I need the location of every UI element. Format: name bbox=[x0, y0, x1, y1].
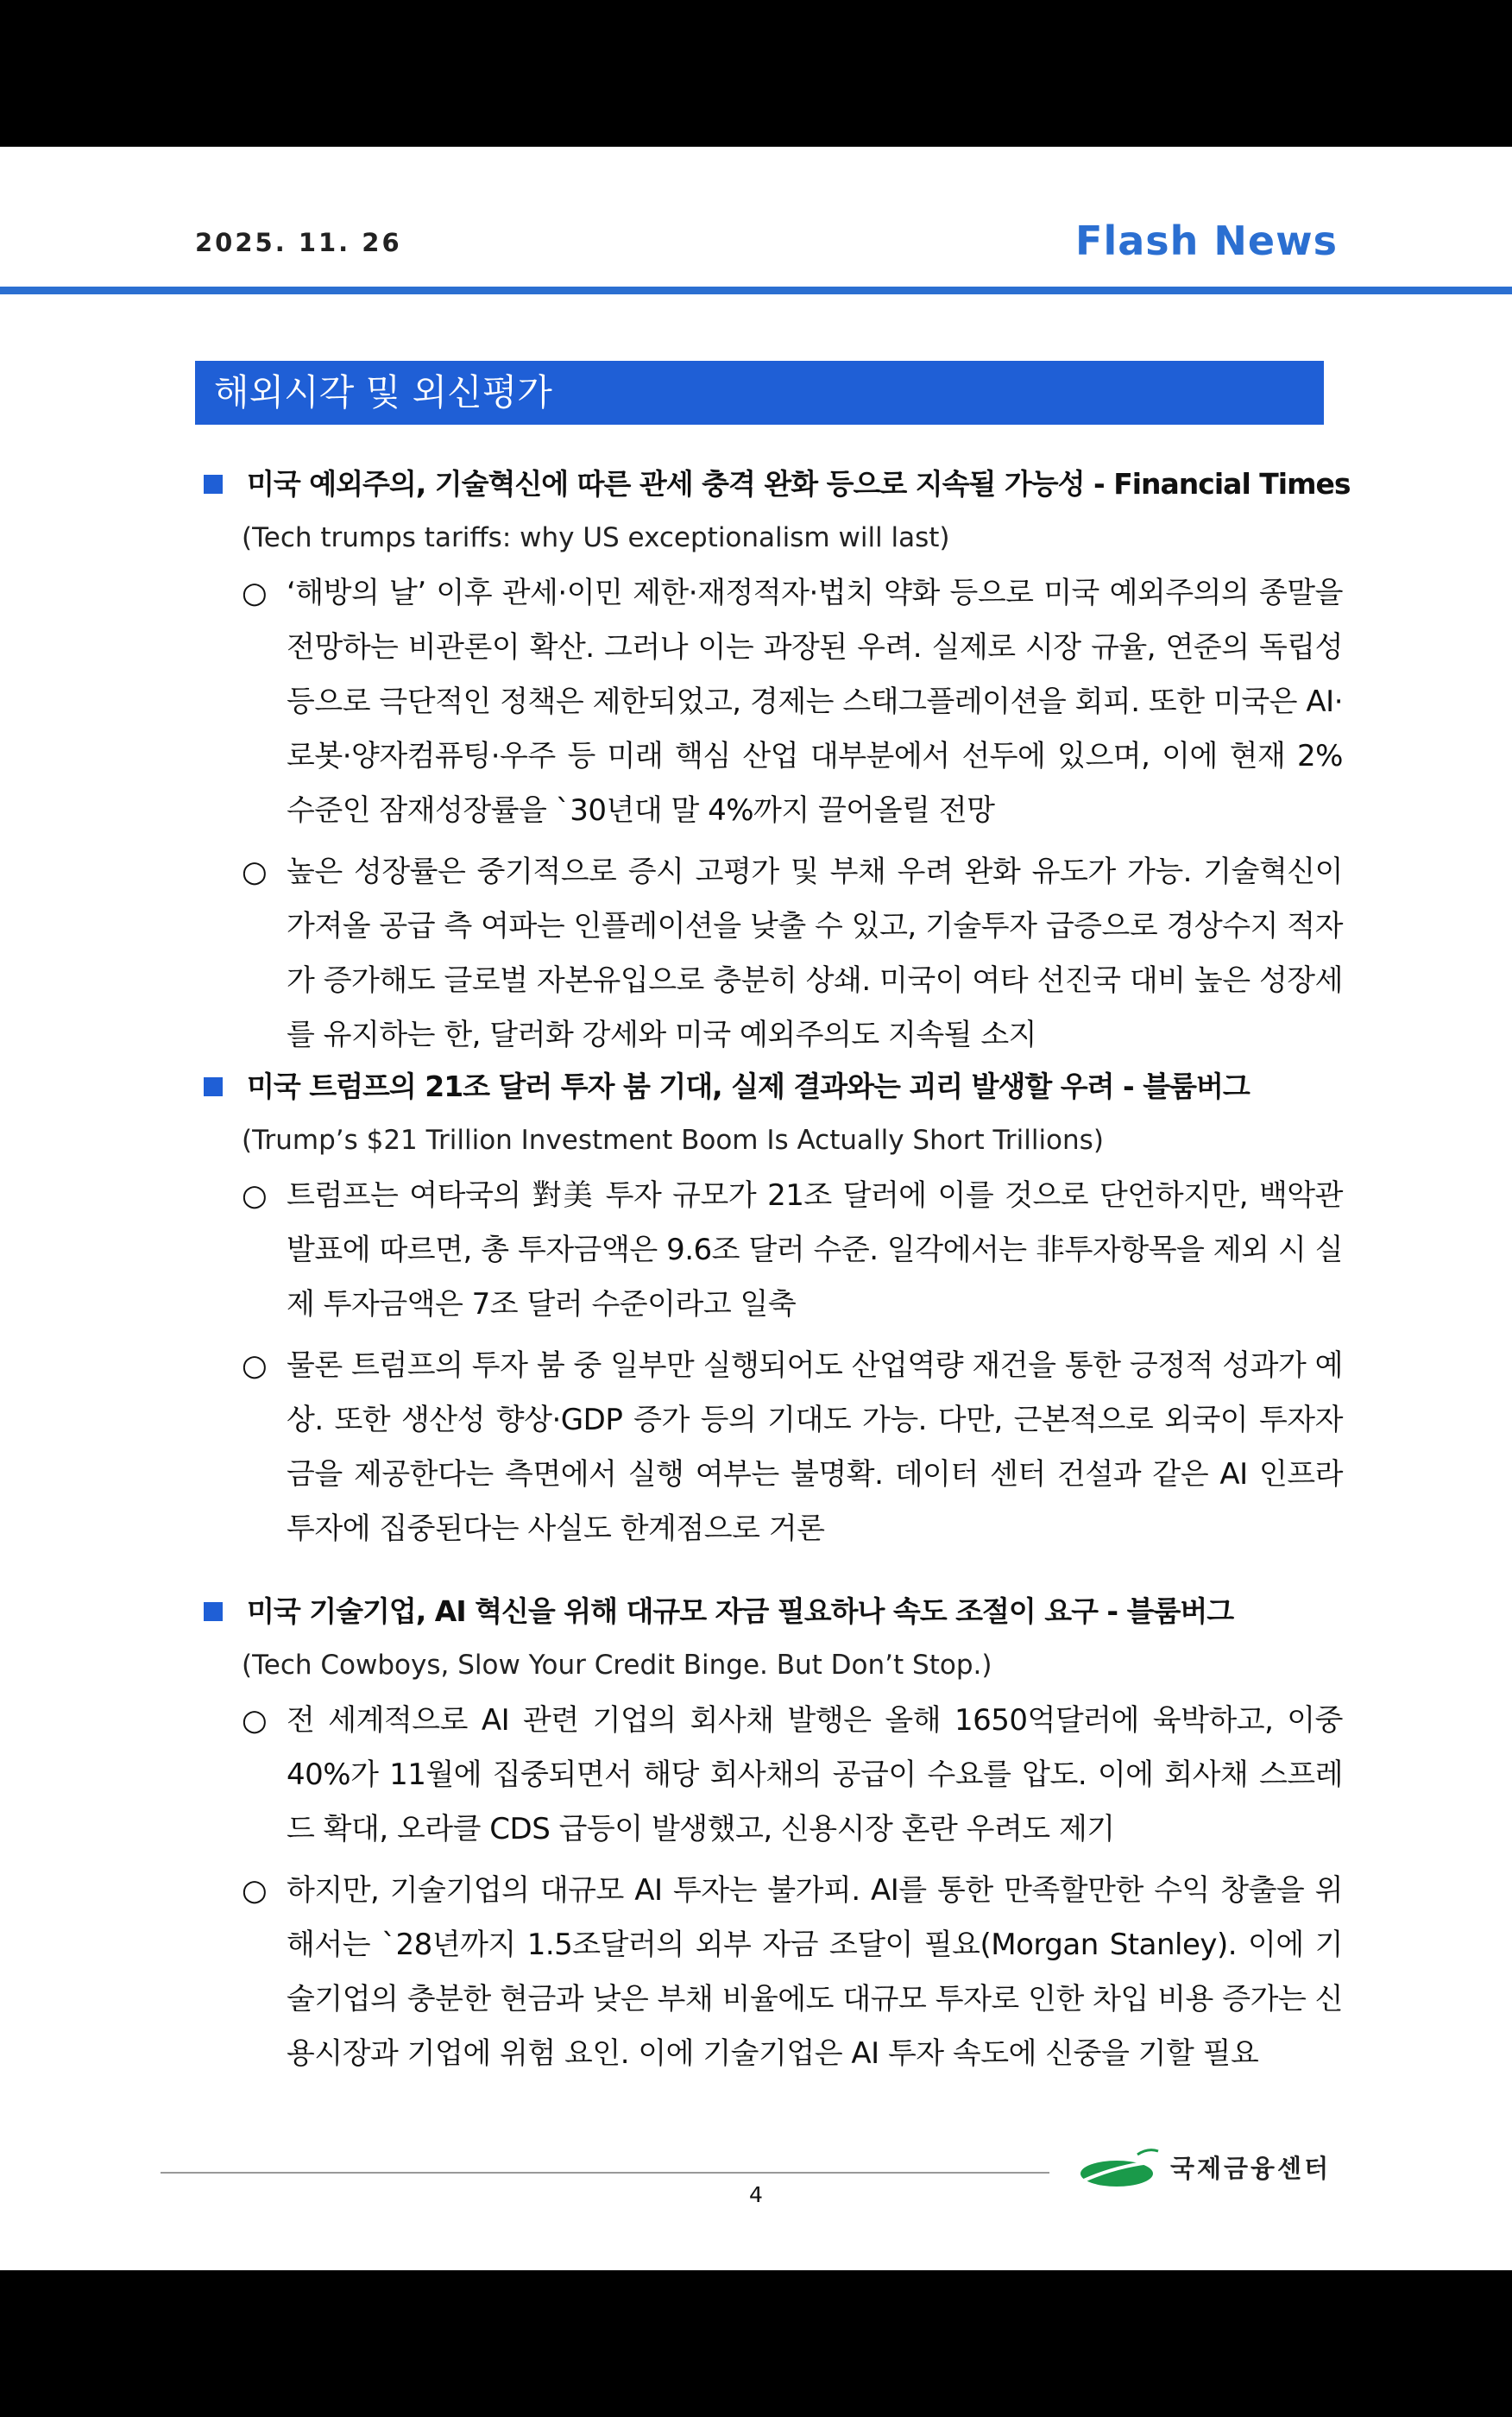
article-headline: 미국 기술기업, AI 혁신을 위해 대규모 자금 필요하나 속도 조절이 요구 - 블룸버그 bbox=[204, 1585, 1343, 1638]
footer-logo-text: 국제금융센터 bbox=[1170, 2154, 1332, 2183]
article-subtitle: (Trump’s $21 Trillion Investment Boom Is Actually Short Trillions) bbox=[242, 1125, 1104, 1156]
article-paragraph: ○ 전 세계적으로 AI 관련 기업의 회사채 발행은 올해 1650억달러에 육박하고, 이중 40%가 11월에 집중되면서 해당 회사채의 공급이 수요를 압도. 이에 회사채 스프레드 확대, 오라클 CDS 급등이 발생했고, 신용시장 혼란 우려도 제기 bbox=[204, 1694, 1343, 1857]
page-number: 4 bbox=[749, 2182, 763, 2207]
article bbox=[204, 458, 1351, 1070]
circle-bullet-icon: ○ bbox=[242, 855, 268, 889]
header-rule bbox=[0, 287, 1512, 294]
circle-bullet-icon: ○ bbox=[242, 1703, 268, 1738]
circle-bullet-icon: ○ bbox=[242, 1348, 268, 1383]
square-bullet-icon bbox=[204, 475, 223, 494]
footer-rule bbox=[161, 2172, 1049, 2174]
circle-bullet-icon: ○ bbox=[242, 1873, 268, 1908]
square-bullet-icon bbox=[204, 1077, 223, 1096]
article-paragraph: ○ 하지만, 기술기업의 대규모 AI 투자는 불가피. AI를 통한 만족할만한 수익 창출을 위해서는 `28년까지 1.5조달러의 외부 자금 조달이 필요(Morgan Stanley). 이에 기술기업의 충분한 현금과 낮은 부채 비율에도 대규모 투자로 인한 차입 비용 증가는 신용시장과 기업에 위험 요인. 이에 기술기업은 AI 투자 속도에 신중을 기할 필요 bbox=[204, 1864, 1343, 2081]
circle-bullet-icon: ○ bbox=[242, 576, 268, 610]
square-bullet-icon bbox=[204, 1602, 223, 1621]
article-subtitle: (Tech trumps tariffs: why US exceptionalism will last) bbox=[242, 522, 950, 553]
circle-bullet-icon: ○ bbox=[242, 1178, 268, 1213]
document-page bbox=[0, 147, 1512, 2270]
article-paragraph: ○ 물론 트럼프의 투자 붐 중 일부만 실행되어도 산업역량 재건을 통한 긍정적 성과가 예상. 또한 생산성 향상·GDP 증가 등의 기대도 가능. 다만, 근본적으로 외국이 투자자금을 제공한다는 측면에서 실행 여부는 불명확. 데이터 센터 건설과 같은 AI 인프라 투자에 집중된다는 사실도 한계점으로 거론 bbox=[204, 1339, 1343, 1556]
article-headline: 미국 트럼프의 21조 달러 투자 붐 기대, 실제 결과와는 괴리 발생할 우려 - 블룸버그 bbox=[204, 1060, 1343, 1114]
brand-title: Flash News bbox=[1075, 218, 1338, 264]
report-date: 2025. 11. 26 bbox=[195, 228, 402, 257]
article bbox=[204, 1060, 1343, 1563]
article-headline: 미국 예외주의, 기술혁신에 따른 관세 충격 완화 등으로 지속될 가능성 - Financial Times bbox=[204, 458, 1343, 511]
article bbox=[204, 1585, 1343, 2088]
article-paragraph: ○ ‘해방의 날’ 이후 관세·이민 제한·재정적자·법치 약화 등으로 미국 예외주의의 종말을 전망하는 비관론이 확산. 그러나 이는 과장된 우려. 실제로 시장 규율, 연준의 독립성 등으로 극단적인 정책은 제한되었고, 경제는 스태그플레이션을 회피. 또한 미국은 AI·로봇·양자컴퓨팅·우주 등 미래 핵심 산업 대부분에서 선두에 있으며, 이에 현재 2% 수준인 잠재성장률을 `30년대 말 4%까지 끌어올릴 전망 bbox=[204, 566, 1343, 838]
article-subtitle: (Tech Cowboys, Slow Your Credit Binge. But Don’t Stop.) bbox=[242, 1650, 992, 1681]
article-paragraph: ○ 높은 성장률은 중기적으로 증시 고평가 및 부채 우려 완화 유도가 가능. 기술혁신이 가져올 공급 측 여파는 인플레이션을 낮출 수 있고, 기술투자 급증으로 경상수지 적자가 증가해도 글로벌 자본유입으로 충분히 상쇄. 미국이 여타 선진국 대비 높은 성장세를 유지하는 한, 달러화 강세와 미국 예외주의도 지속될 소지 bbox=[204, 845, 1343, 1063]
article-paragraph: ○ 트럼프는 여타국의 對美 투자 규모가 21조 달러에 이를 것으로 단언하지만, 백악관 발표에 따르면, 총 투자금액은 9.6조 달러 수준. 일각에서는 非투자항목을 제외 시 실제 투자금액은 7조 달러 수준이라고 일축 bbox=[204, 1169, 1343, 1332]
section-title: 해외시각 및 외신평가 bbox=[195, 361, 1324, 425]
